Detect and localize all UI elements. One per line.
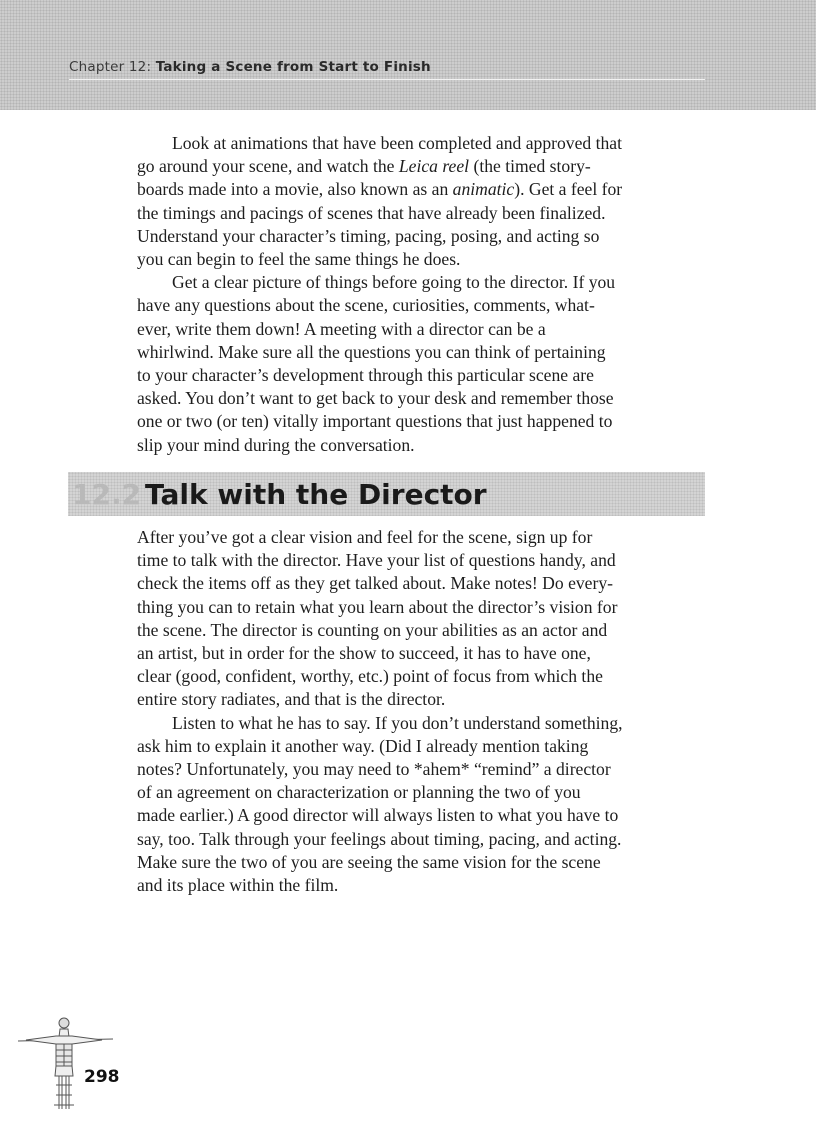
text-line: have any questions about the scene, curiosities, comments, what-	[137, 295, 595, 316]
text-line	[137, 178, 707, 201]
text-line: Listen to what he has to say. If you don’t understand something,	[172, 712, 623, 733]
intro-text	[137, 132, 707, 457]
text-line: entire story radiates, and that is the director.	[137, 689, 446, 710]
section-paragraph-2-cont	[137, 735, 707, 897]
text-line: thing you can to retain what you learn about the director’s vision for	[137, 596, 618, 617]
running-head	[69, 59, 431, 75]
chapter-label: Chapter 12:	[69, 59, 156, 75]
text-line: After you’ve got a clear vision and feel for the scene, sign up for	[137, 527, 593, 547]
text-line: say, too. Talk through your feelings about timing, pacing, and acting.	[137, 828, 622, 849]
text-segment: (the timed story-	[469, 156, 591, 177]
text-line: Look at animations that have been completed and approved that	[172, 133, 622, 153]
text-line: the scene. The director is counting on your abilities as an actor and	[137, 619, 608, 640]
text-line	[137, 155, 707, 178]
text-line: ask him to explain it another way. (Did I already mention taking	[137, 735, 589, 756]
wireframe-figure-icon	[18, 1013, 118, 1113]
text-line: notes? Unfortunately, you may need to *ahem* “remind” a director	[137, 759, 611, 780]
text-line: time to talk with the director. Have your list of questions handy, and	[137, 550, 616, 571]
text-line: one or two (or ten) vitally important questions that just happened to	[137, 411, 613, 432]
intro-paragraph-2-cont	[137, 294, 707, 456]
text-line: Make sure the two of you are seeing the same vision for the scene	[137, 851, 601, 872]
text-line: to your character’s development through this particular scene are	[137, 365, 594, 386]
page-number: 298	[84, 1067, 120, 1087]
text-line: ever, write them down! A meeting with a director can be a	[137, 318, 546, 339]
header-rule	[69, 79, 705, 80]
text-segment: ). Get a feel for	[514, 179, 623, 200]
text-line: slip your mind during the conversation.	[137, 434, 415, 455]
text-line: of an agreement on characterization or planning the two of you	[137, 782, 581, 803]
section-text	[137, 526, 707, 897]
text-line: made earlier.) A good director will always listen to what you have to	[137, 805, 619, 826]
text-line: clear (good, confident, worthy, etc.) point of focus from which the	[137, 666, 603, 687]
text-segment: go around your scene, and watch the	[137, 156, 399, 177]
text-line: whirlwind. Make sure all the questions you can think of pertaining	[137, 341, 606, 362]
intro-paragraph-1-cont	[137, 155, 707, 271]
text-line: check the items off as they get talked about. Make notes! Do every-	[137, 573, 614, 594]
section-paragraph-2	[137, 712, 707, 735]
section-number: 12.2	[72, 478, 142, 511]
section-paragraph-1	[137, 526, 707, 712]
intro-paragraph-2	[137, 271, 707, 294]
chapter-title: Taking a Scene from Start to Finish	[155, 59, 431, 75]
header-band	[0, 0, 816, 110]
animatic-term: animatic	[452, 179, 515, 200]
text-line: Get a clear picture of things before going to the director. If you	[172, 272, 616, 293]
text-segment: boards made into a movie, also known as an	[137, 179, 453, 200]
text-line: and its place within the film.	[137, 875, 339, 896]
text-line: you can begin to feel the same things he does.	[137, 249, 461, 270]
leica-reel-term: Leica reel	[398, 156, 470, 177]
text-line: an artist, but in order for the show to succeed, it has to have one,	[137, 643, 591, 664]
section-title: Talk with the Director	[145, 478, 487, 511]
text-line: asked. You don’t want to get back to your desk and remember those	[137, 388, 614, 409]
text-line: the timings and pacings of scenes that have already been finalized.	[137, 202, 606, 223]
intro-paragraph-1	[137, 132, 707, 155]
text-line: Understand your character’s timing, pacing, posing, and acting so	[137, 225, 600, 246]
